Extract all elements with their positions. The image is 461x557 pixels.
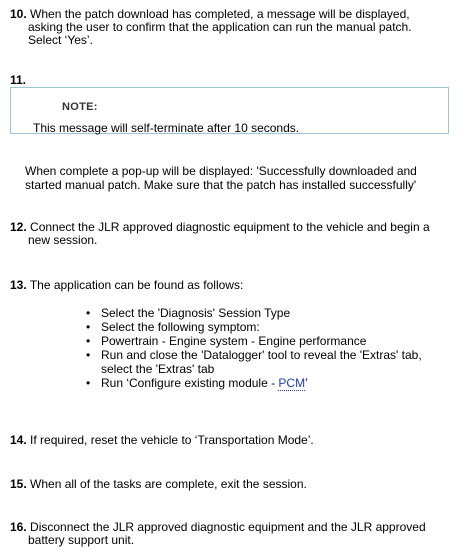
pcm-link[interactable]: PCM	[278, 376, 306, 390]
note-box	[10, 87, 449, 134]
step-text: Connect the JLR approved diagnostic equipment to the vehicle and begin a	[30, 220, 430, 234]
step-number: 13.	[10, 278, 27, 292]
step-text-cont: asking the user to confirm that the application can run the manual patch.	[28, 20, 412, 34]
popup-message-text	[25, 164, 445, 192]
step-15	[10, 478, 450, 491]
step-text: When the patch download has completed, a message will be displayed,	[30, 7, 410, 21]
list-item: • Select the 'Diagnosis' Session Type	[86, 306, 446, 320]
step-10	[10, 8, 450, 47]
step-text: When all of the tasks are complete, exit the session.	[30, 477, 307, 491]
step-13	[10, 279, 450, 292]
note-text: This message will self-terminate after 10 seconds.	[33, 121, 300, 135]
list-item-text: Run and close the 'Datalogger' tool to reveal the 'Extras' tab,	[101, 348, 422, 362]
popup-line: When complete a pop-up will be displayed: 'Successfully downloaded and	[25, 164, 417, 178]
step-number: 12.	[10, 220, 27, 234]
step-number: 16.	[10, 520, 27, 534]
step-number: 11.	[10, 73, 27, 87]
step-text-cont: Select ‘Yes’.	[28, 33, 93, 47]
popup-line: started manual patch. Make sure that the patch has installed successfully'	[25, 178, 417, 192]
list-item	[86, 376, 446, 390]
step-11	[10, 74, 450, 87]
step-text-cont: battery support unit.	[28, 533, 135, 547]
note-label: NOTE:	[62, 101, 98, 113]
step-number: 10.	[10, 7, 27, 21]
step-number: 14.	[10, 433, 27, 447]
step-number: 15.	[10, 477, 27, 491]
step-text: The application can be found as follows:	[29, 278, 244, 292]
step-14	[10, 434, 450, 447]
step-text-cont: new session.	[28, 233, 98, 247]
step-16	[10, 521, 450, 547]
list-item-text: Run ‘Configure existing module -	[101, 376, 279, 390]
bullet-list	[86, 306, 446, 390]
list-item	[86, 348, 446, 376]
step-12	[10, 221, 450, 247]
step-text: If required, reset the vehicle to ‘Transportation Mode’.	[30, 433, 314, 447]
list-item: • Select the following symptom:	[86, 320, 446, 334]
step-text: Disconnect the JLR approved diagnostic equipment and the JLR approved	[30, 520, 426, 534]
list-item-text: ’	[305, 376, 308, 390]
list-item: • Powertrain - Engine system - Engine performance	[86, 334, 446, 348]
list-item-text-cont: select the 'Extras' tab	[101, 362, 215, 376]
